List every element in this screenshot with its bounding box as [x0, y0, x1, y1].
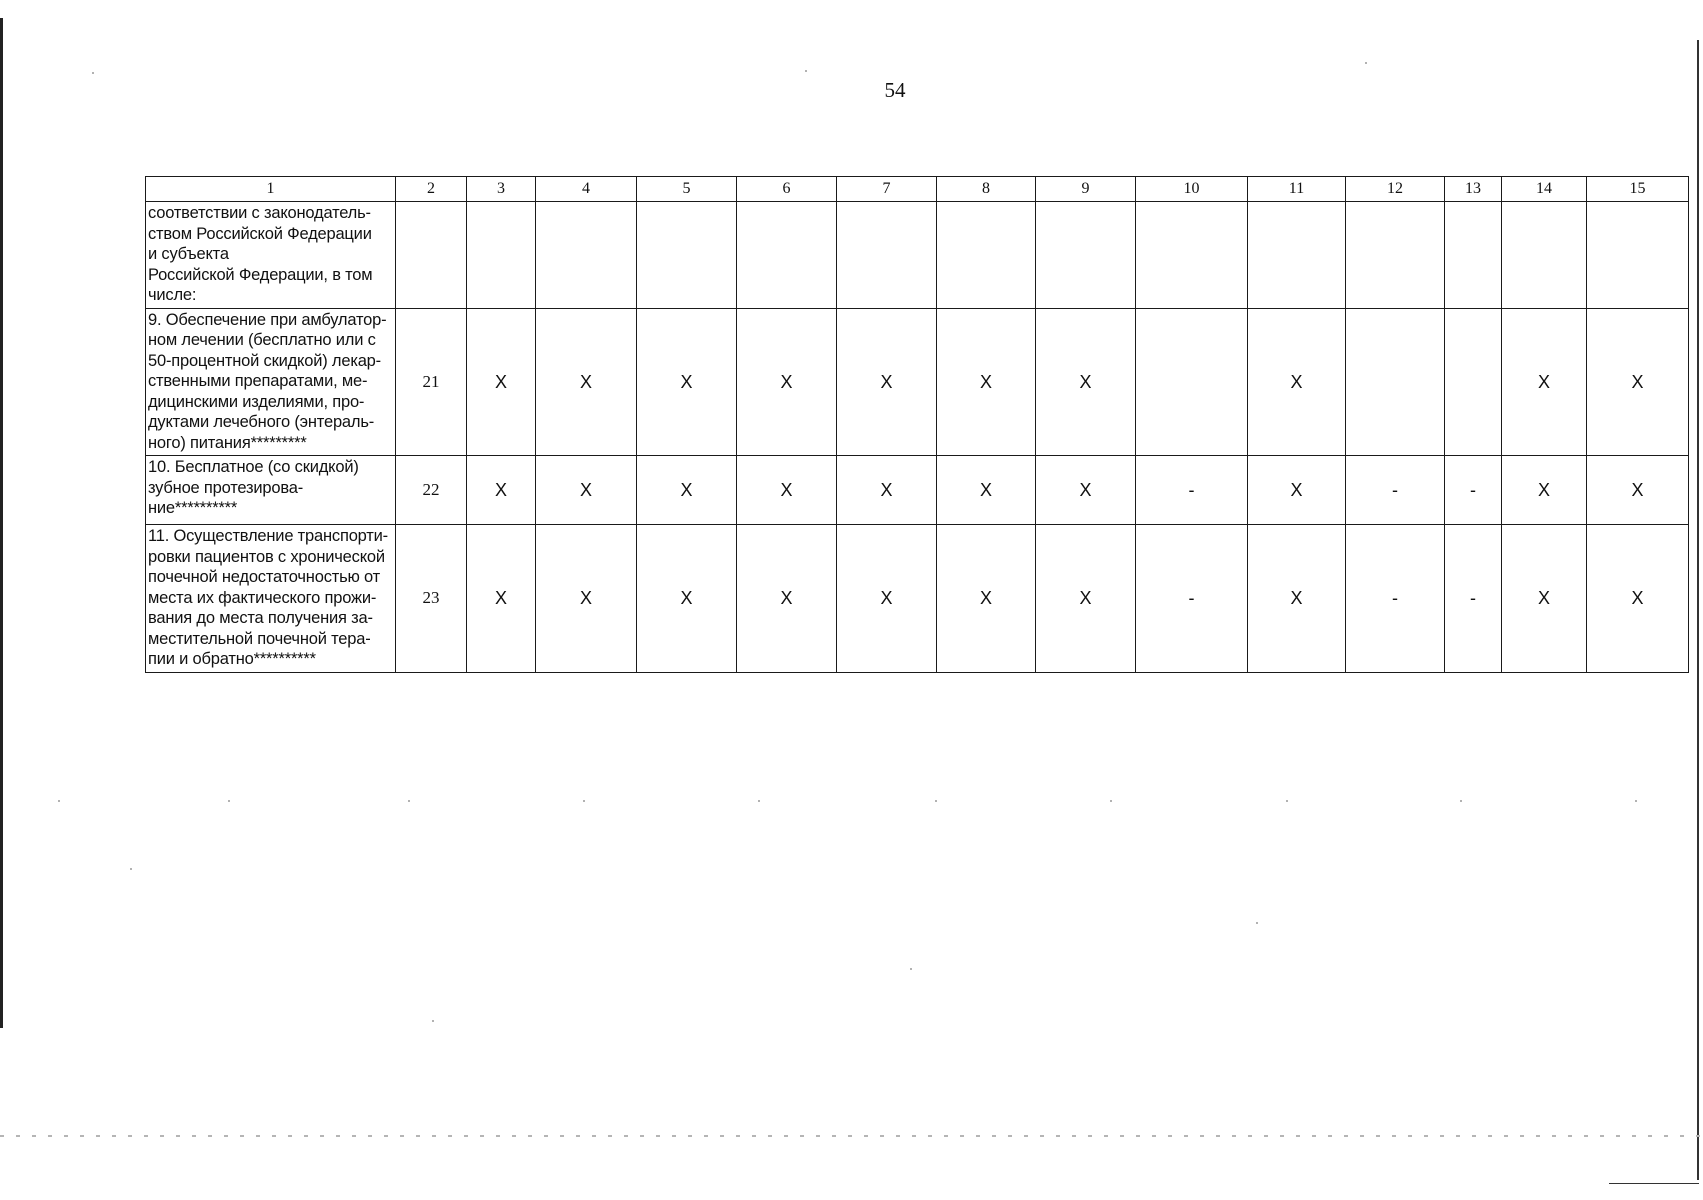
row-label: соответствии с законодатель- ством Российской Федерации и субъекта Российской Федерации, в том числе:	[146, 202, 396, 309]
column-header: 5	[637, 177, 737, 202]
column-header: 12	[1346, 177, 1445, 202]
table-cell: X	[467, 308, 536, 456]
table-cell: X	[837, 456, 937, 525]
table-cell: X	[1248, 456, 1346, 525]
table-cell: X	[467, 456, 536, 525]
column-header: 10	[1136, 177, 1248, 202]
scan-speck	[758, 800, 760, 802]
scan-speck	[58, 800, 60, 802]
column-header: 4	[536, 177, 637, 202]
table-row	[146, 202, 1689, 309]
table-cell: X	[1502, 308, 1587, 456]
table-cell: X	[637, 525, 737, 673]
table-cell: X	[737, 525, 837, 673]
column-header: 6	[737, 177, 837, 202]
column-header: 14	[1502, 177, 1587, 202]
scan-speck	[1256, 922, 1258, 924]
column-header: 11	[1248, 177, 1346, 202]
scan-speck	[92, 72, 94, 74]
table-cell	[737, 202, 837, 309]
table-cell: X	[1036, 456, 1136, 525]
table-cell	[467, 202, 536, 309]
scan-speck	[805, 70, 807, 72]
table-cell: X	[737, 456, 837, 525]
table-row	[146, 308, 1689, 456]
table-cell: X	[1248, 525, 1346, 673]
scan-speck	[935, 800, 937, 802]
scan-noise-line	[0, 1135, 1703, 1137]
scan-speck	[432, 1020, 434, 1022]
table-cell: X	[536, 525, 637, 673]
scan-speck	[1460, 800, 1462, 802]
table-cell: X	[536, 308, 637, 456]
table-cell	[1036, 202, 1136, 309]
scan-speck	[408, 800, 410, 802]
table-cell	[1136, 202, 1248, 309]
table-cell: X	[837, 308, 937, 456]
table-cell	[396, 202, 467, 309]
table-cell	[1136, 308, 1248, 456]
scan-right-border	[1697, 40, 1699, 1180]
table-cell	[1445, 308, 1502, 456]
column-header: 7	[837, 177, 937, 202]
table-cell: 22	[396, 456, 467, 525]
table-cell: X	[637, 308, 737, 456]
scan-speck	[1286, 800, 1288, 802]
table-cell	[1587, 202, 1689, 309]
scan-left-border	[0, 18, 3, 1028]
scan-speck	[583, 800, 585, 802]
table-cell: -	[1346, 525, 1445, 673]
table-cell: X	[837, 525, 937, 673]
data-table	[145, 176, 1689, 673]
scan-speck	[130, 868, 132, 870]
column-header: 9	[1036, 177, 1136, 202]
column-header: 3	[467, 177, 536, 202]
column-header: 13	[1445, 177, 1502, 202]
table-cell	[837, 202, 937, 309]
table-cell: X	[536, 456, 637, 525]
table-cell	[1346, 202, 1445, 309]
table-cell	[637, 202, 737, 309]
table-cell: 21	[396, 308, 467, 456]
table-cell	[937, 202, 1036, 309]
table-cell: X	[1502, 525, 1587, 673]
table-cell: X	[1502, 456, 1587, 525]
scan-speck	[228, 800, 230, 802]
table-cell	[536, 202, 637, 309]
table-cell: X	[1036, 308, 1136, 456]
row-label: 10. Бесплатное (со скидкой) зубное протезирова- ние**********	[146, 456, 396, 525]
row-label: 9. Обеспечение при амбулатор- ном лечении (бесплатно или с 50-процентной скидкой) лекар- ственными препаратами, ме- дицинскими изделиями, про- дуктами лечебного (энтераль- ного) питания*********	[146, 308, 396, 456]
column-header: 2	[396, 177, 467, 202]
table-cell: X	[1036, 525, 1136, 673]
column-header: 15	[1587, 177, 1689, 202]
table-cell	[1248, 202, 1346, 309]
table-cell: X	[737, 308, 837, 456]
scan-speck	[1635, 800, 1637, 802]
table-cell: X	[1587, 308, 1689, 456]
table-cell	[1502, 202, 1587, 309]
table-cell: X	[467, 525, 536, 673]
table-row	[146, 525, 1689, 673]
scan-speck	[910, 968, 912, 970]
table-cell	[1445, 202, 1502, 309]
table-cell: -	[1445, 525, 1502, 673]
table-cell: X	[1587, 456, 1689, 525]
table-cell: X	[937, 525, 1036, 673]
table-cell: X	[937, 456, 1036, 525]
table-cell	[1346, 308, 1445, 456]
table-cell: -	[1136, 456, 1248, 525]
table-cell: X	[1587, 525, 1689, 673]
table-cell: X	[637, 456, 737, 525]
column-header: 1	[146, 177, 396, 202]
table-cell: -	[1136, 525, 1248, 673]
table-cell: -	[1346, 456, 1445, 525]
page-number: 54	[884, 78, 906, 102]
scan-bottom-border	[1609, 1183, 1699, 1184]
table-cell: -	[1445, 456, 1502, 525]
scan-speck	[1365, 62, 1367, 64]
table-row	[146, 456, 1689, 525]
table-cell: 23	[396, 525, 467, 673]
column-header: 8	[937, 177, 1036, 202]
row-label: 11. Осуществление транспорти- ровки пациентов с хронической почечной недостаточностью от места их фактического прожи- вания до места получения за- местительной почечной тера- пии и обратно**********	[146, 525, 396, 673]
table-cell: X	[937, 308, 1036, 456]
table-header-row	[146, 177, 1689, 202]
table-cell: X	[1248, 308, 1346, 456]
scan-speck	[1110, 800, 1112, 802]
